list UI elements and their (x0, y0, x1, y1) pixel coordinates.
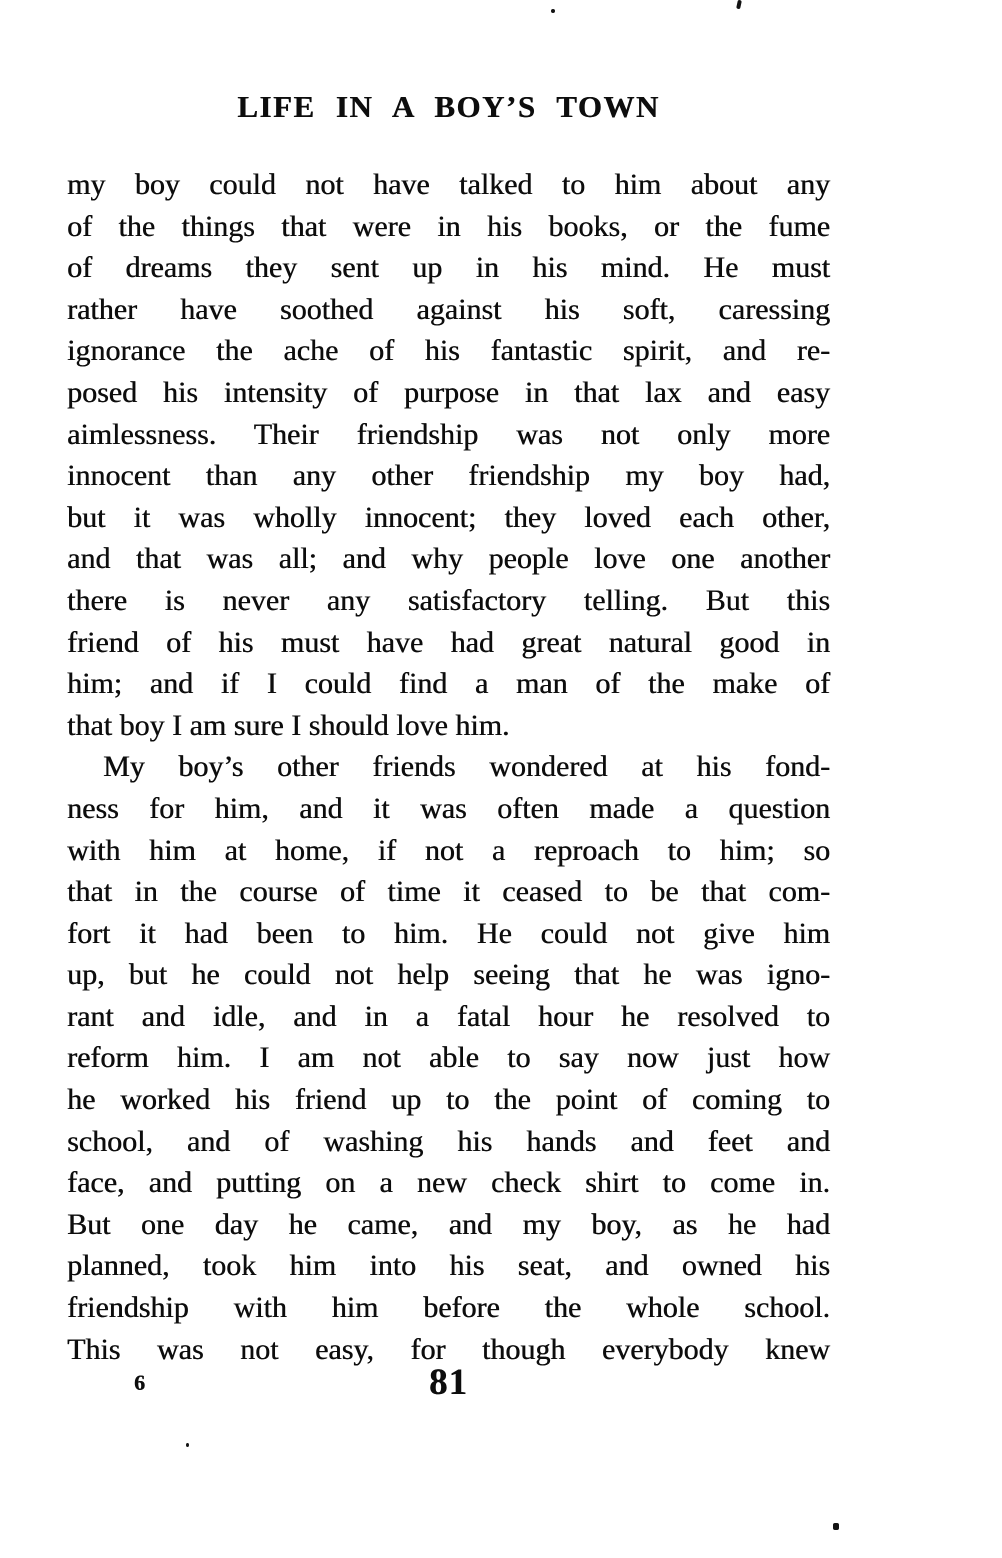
text-line: and that was all; and why people love one another (67, 542, 830, 576)
scan-speck (833, 1523, 839, 1530)
page-number: 81 (429, 1362, 468, 1403)
text-line: posed his intensity of purpose in that lax and easy (67, 375, 830, 409)
body-text (67, 164, 830, 1370)
text-line: reform him. I am not able to say now just how (67, 1041, 830, 1075)
text-line-paragraph-start: My boy’s other friends wondered at his fond- (103, 750, 830, 784)
text-line: up, but he could not help seeing that he was igno- (67, 958, 830, 992)
text-line: him; and if I could find a man of the make of (67, 667, 830, 701)
text-line: face, and putting on a new check shirt to come in. (67, 1166, 830, 1200)
text-line: with him at home, if not a reproach to him; so (67, 833, 830, 867)
text-line: friendship with him before the whole school. (67, 1291, 830, 1325)
text-line: aimlessness. Their friendship was not only more (67, 417, 830, 451)
text-line: ignorance the ache of his fantastic spirit, and re- (67, 334, 830, 368)
text-line: there is never any satisfactory telling. But this (67, 583, 830, 617)
text-line: But one day he came, and my boy, as he had (67, 1207, 830, 1241)
text-line: planned, took him into his seat, and owned his (67, 1249, 830, 1283)
text-line: rant and idle, and in a fatal hour he resolved to (67, 999, 830, 1033)
text-line: but it was wholly innocent; they loved each other, (67, 500, 830, 534)
text-line: of dreams they sent up in his mind. He must (67, 251, 830, 285)
text-line: he worked his friend up to the point of coming to (67, 1083, 830, 1117)
text-line: innocent than any other friendship my boy had, (67, 459, 830, 493)
signature-mark: 6 (134, 1370, 145, 1395)
text-line: ness for him, and it was often made a question (67, 791, 830, 825)
scan-speck (736, 0, 742, 9)
text-line-paragraph-end: that boy I am sure I should love him. (67, 708, 510, 742)
text-line: that in the course of time it ceased to be that com- (67, 875, 830, 909)
text-line: friend of his must have had great natural good in (67, 625, 830, 659)
scan-speck (186, 1443, 189, 1447)
text-line: rather have soothed against his soft, caressing (67, 292, 830, 326)
running-header: LIFE IN A BOY’S TOWN (237, 89, 660, 124)
text-line: fort it had been to him. He could not give him (67, 916, 830, 950)
text-line: of the things that were in his books, or the fume (67, 209, 830, 243)
text-line: school, and of washing his hands and feet and (67, 1124, 830, 1158)
text-line: This was not easy, for though everybody knew (67, 1332, 830, 1366)
text-line: my boy could not have talked to him about any (67, 168, 830, 201)
scan-speck (551, 9, 555, 13)
